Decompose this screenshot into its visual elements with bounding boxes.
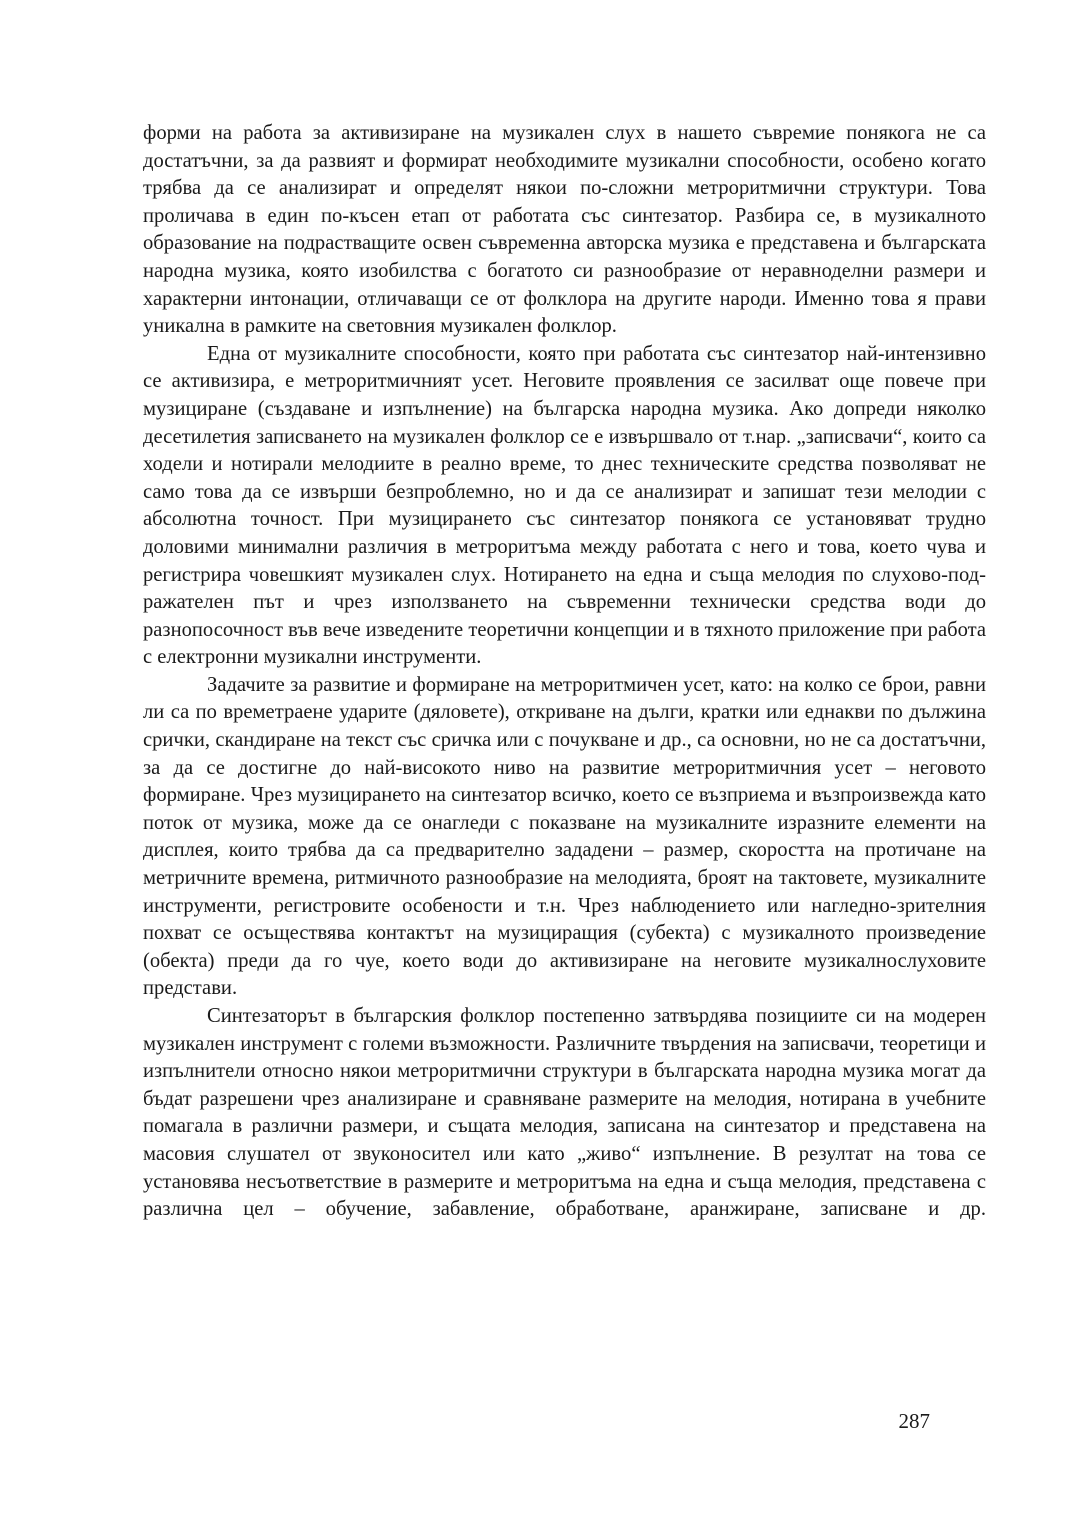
body-text [143,120,986,1224]
paragraph-2: Една от музикалните способности, която при работата със синтезатор най-интензивно се активизира, е метроритмичният усет. Неговите проявления се засилват още повече при музициране (създаване и изпълнение) на българска народна музика. Ако допреди няколко десетилетия записването на музикален фолклор се е извършвало от т.нар. „записвачи“, които са ходели и нотирали мелодиите в реално време, то днес техническите средства позволяват не само това да се извърши безпроблемно, но и да се анализират и запишат тези мелодии с абсолютна точност. При музицирането със синтезатор понякога се установяват трудно доловими минимални различия в метроритъма между работата с него и това, което чува и регистрира човешкият музикален слух. Нотирането на една и съща мелодия по слухово-подражателен път и чрез използването на съвременни технически средства води до разнопосочност във вече изведените теоретични концепции и в тяхното приложение при работа с електронни музикални инструменти. [143,342,986,669]
paragraph-4: Синтезаторът в българския фолклор постепенно затвърдява позициите си на модерен музикален инструмент с големи възможности. Различните твърдения на записвачи, теоретици и изпълнители относно някои метроритмични структури в българската народна музика могат да бъдат разрешени чрез анализиране и сравняване размерите на мелодия, нотирана в учебните помагала в различни размери, и същата мелодия, записана на синтезатор и представена на масовия слушател от звуконосител или като „живо“ изпълнение. В резултат на това се установява несъответствие в размерите и метроритъма на една и съща мелодия, представена с различна цел – обучение, забавление, обработване, аранжиране, записване и др. [143,1005,986,1221]
paragraph-1: форми на работа за активизиране на музикален слух в нашето съвремие понякога не са достатъчни, за да развият и формират необходимите музикални способности, особено когато трябва да се анализират и определят някои по-сложни метроритмични структури. Това проличава в един по-късен етап от работата със синтезатор. Разбира се, в музикалното образование на подрастващите освен съвременна авторска музика е представена и българската народна музика, която изобилства с богатото си разнообразие от неравноделни размери и характерни интонации, отличаващи се от фолклора на другите народи. Именно това я прави уникална в рамките на световния музикален фолклор. [143,122,986,338]
paragraph-3: Задачите за развитие и формиране на метроритмичен усет, като: на колко се брои, равни ли са по времетраене ударите (дяловете), откриване на дълги, кратки или еднакви по дължина срички, скандиране на текст със сричка или с почукване и др., са основни, но не са достатъчни, за да се достигне до най-високото ниво на развитие метроритмичния усет – неговото формиране. Чрез музицирането на синтезатор всичко, което се възприема и възпроизвежда като поток от музика, може да се онагледи с показване на музикалните изразните елементи на дисплея, които трябва да са предварително зададени – размер, скоростта на протичане на метричните времена, ритмичното разнообразие на мелодията, броят на тактовете, музикалните инструменти, регистровите особености и т.н. Чрез наблюдението или нагледно-зрителния похват се осъществява контактът на музициращия (субекта) с музикалното произведение (обекта) преди да го чуе, което води до активизиране на неговите музикалнослуховите представи. [143,673,986,1000]
page-number: 287 [898,1409,930,1433]
